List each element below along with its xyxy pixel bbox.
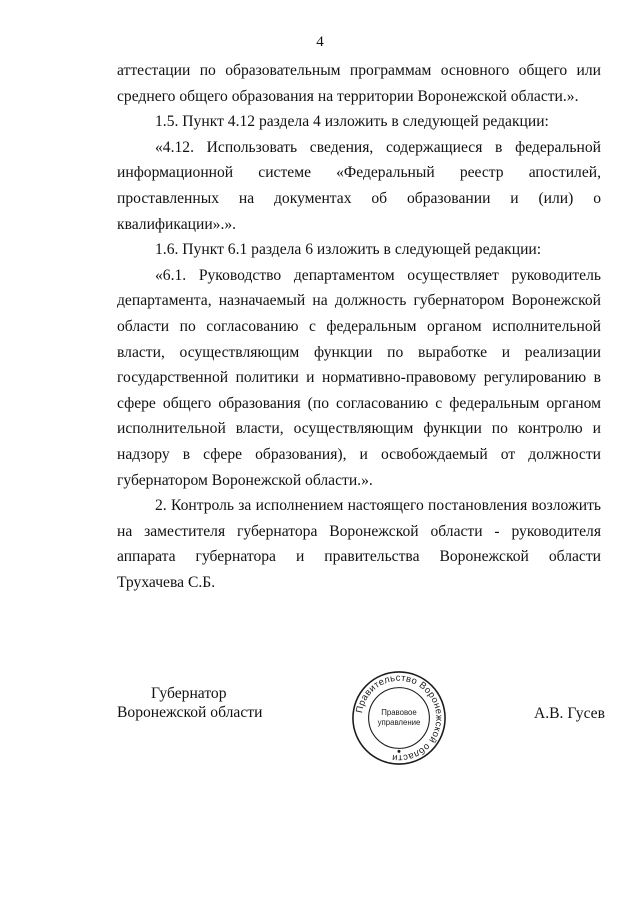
text-line: 1.6. Пункт 6.1 раздела 6 изложить в следующей редакции: <box>155 241 542 259</box>
text-line: «4.12. Использовать сведения, содержащиеся в федеральной <box>155 138 601 156</box>
text-line: надзору в сфере образования), и освобождаемый от должности <box>117 445 601 463</box>
stamp-seal <box>350 669 448 767</box>
page-number: 4 <box>316 34 324 50</box>
text-line: среднего общего образования на территории Воронежской области.». <box>117 87 579 105</box>
text-line: власти, осуществляющим функции по выработке и реализации <box>117 343 601 361</box>
stamp-center-line2: управление <box>377 717 421 727</box>
stamp-center-line1: Правовое <box>381 708 417 718</box>
text-line: 1.5. Пункт 4.12 раздела 4 изложить в следующей редакции: <box>155 113 549 131</box>
text-line: департамента, назначаемый на должность губернатором Воронежской <box>117 292 601 310</box>
document-body <box>117 58 601 595</box>
signatory-title-line1: Губернатор <box>151 685 227 702</box>
text-line: исполнительной власти, осуществляющим функции по контролю и <box>117 420 601 438</box>
text-line: губернатором Воронежской области.». <box>117 471 373 489</box>
text-line: Трухачева С.Б. <box>117 573 216 591</box>
text-line: сфере общего образования (по согласованию с федеральным органом <box>117 394 601 412</box>
text-line: проставленных на документах об образовании и (или) о <box>117 189 601 207</box>
text-line: государственной политики и нормативно-правовому регулированию в <box>117 369 601 387</box>
text-line: «6.1. Руководство департаментом осуществляет руководитель <box>155 266 601 284</box>
text-line: аттестации по образовательным программам основного общего или <box>117 62 601 79</box>
text-line: информационной системе «Федеральный реестр апостилей, <box>117 164 601 182</box>
text-line: квалификации».». <box>117 215 237 233</box>
text-line: на заместителя губернатора Воронежской области - руководителя <box>117 522 601 540</box>
signatory-title-line2: Воронежской области <box>117 704 263 721</box>
text-line: 2. Контроль за исполнением настоящего постановления возложить <box>155 497 601 515</box>
text-line: аппарата губернатора и правительства Воронежской области <box>117 548 601 566</box>
stamp-ring-text: Правительство Воронежской области <box>353 671 446 765</box>
text-line: области по согласованию с федеральным органом исполнительной <box>117 317 601 335</box>
signatory-title <box>117 684 262 722</box>
signatory-name: А.В. Гусев <box>534 705 605 722</box>
